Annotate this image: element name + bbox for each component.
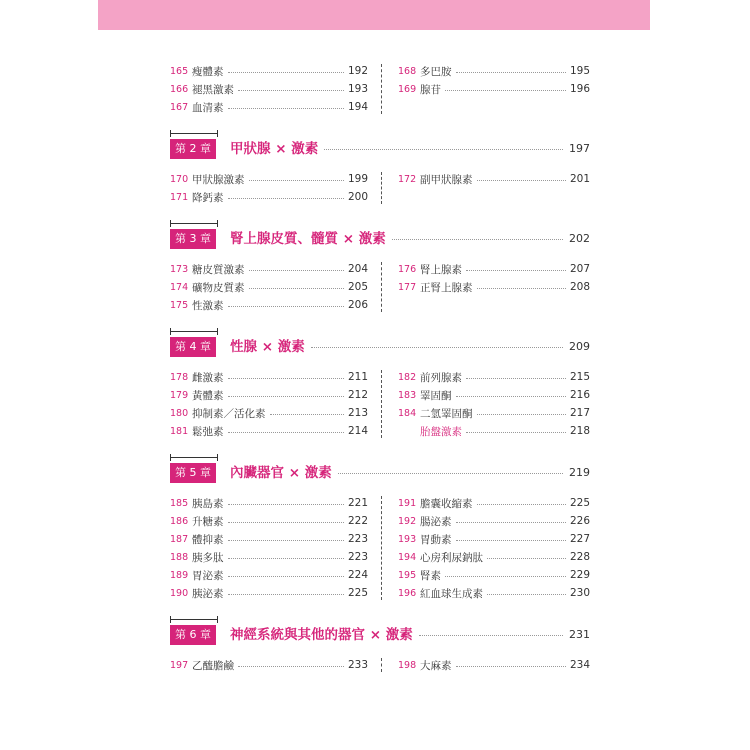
- entry-number: 177: [398, 281, 417, 293]
- entry-title: 胃動素: [420, 533, 452, 546]
- entry-title: 腺苷: [420, 83, 441, 96]
- entry-number: 169: [398, 83, 417, 95]
- column-divider: [381, 658, 382, 672]
- chapter-rule: [170, 454, 218, 461]
- entry-number: 197: [170, 659, 189, 671]
- leader-dots: [228, 558, 344, 559]
- rule-tick: [217, 616, 218, 623]
- leader-dots: [477, 180, 566, 181]
- entry-number: 191: [398, 497, 417, 509]
- entry-title: 鬆弛素: [192, 425, 224, 438]
- leader-dots: [477, 414, 566, 415]
- chapter-badge: 第 6 章: [170, 625, 216, 645]
- entry-title: 甲狀腺激素: [192, 173, 245, 186]
- entry-title: 胰泌素: [192, 587, 224, 600]
- entry-page-number: 194: [347, 101, 368, 113]
- entry-title: 紅血球生成素: [420, 587, 483, 600]
- entry-page-number: 223: [347, 533, 368, 545]
- leader-dots: [477, 504, 566, 505]
- leader-dots: [228, 198, 344, 199]
- entry-page-number: 207: [569, 263, 590, 275]
- entry-number: 173: [170, 263, 189, 275]
- toc-entry[interactable]: [398, 512, 590, 530]
- toc-entry[interactable]: [170, 278, 380, 296]
- entry-page-number: 216: [569, 389, 590, 401]
- chapter-page-number: 219: [569, 466, 590, 479]
- entry-page-number: 226: [569, 515, 590, 527]
- entry-page-number: 196: [569, 83, 590, 95]
- entry-number: 189: [170, 569, 189, 581]
- entry-page-number: 227: [569, 533, 590, 545]
- toc-entry[interactable]: [398, 584, 590, 602]
- leader-dots: [228, 432, 344, 433]
- entry-number: 185: [170, 497, 189, 509]
- entry-page-number: 223: [347, 551, 368, 563]
- leader-dots: [466, 378, 566, 379]
- toc-entry[interactable]: [170, 260, 380, 278]
- entry-page-number: 200: [347, 191, 368, 203]
- chapter-rule: [170, 328, 218, 335]
- leader-dots: [228, 576, 344, 577]
- leader-dots: [228, 306, 344, 307]
- toc-entry[interactable]: [170, 512, 380, 530]
- leader-dots: [249, 180, 344, 181]
- entry-title: 睪固酮: [420, 389, 452, 402]
- leader-dots: [228, 504, 344, 505]
- leader-dots: [466, 432, 566, 433]
- entry-page-number: 217: [569, 407, 590, 419]
- entry-title: 二氫睪固酮: [420, 407, 473, 420]
- entry-page-number: 201: [569, 173, 590, 185]
- toc-entry[interactable]: [170, 404, 380, 422]
- entry-number: 172: [398, 173, 417, 185]
- leader-dots: [445, 576, 566, 577]
- entry-number: 178: [170, 371, 189, 383]
- entry-page-number: 205: [347, 281, 368, 293]
- chapter-leader-dots: [419, 635, 563, 636]
- entry-number: 194: [398, 551, 417, 563]
- chapter-leader-dots: [311, 347, 563, 348]
- entry-title: 黃體素: [192, 389, 224, 402]
- entry-title: 升糖素: [192, 515, 224, 528]
- entry-title: 抑制素／活化素: [192, 407, 266, 420]
- chapter-badge: 第 2 章: [170, 139, 216, 159]
- entry-number: 184: [398, 407, 417, 419]
- entry-column-right: [380, 656, 590, 674]
- rule-line: [170, 619, 218, 620]
- entry-group: [170, 656, 590, 674]
- toc-entry[interactable]: [398, 530, 590, 548]
- toc-entry[interactable]: [398, 494, 590, 512]
- entry-page-number: 213: [347, 407, 368, 419]
- toc-entry[interactable]: [398, 260, 590, 278]
- entry-title: 胃泌素: [192, 569, 224, 582]
- entry-number: 182: [398, 371, 417, 383]
- toc-entry[interactable]: [170, 188, 380, 206]
- entry-column-left: [170, 494, 380, 602]
- chapter-page-number: 202: [569, 232, 590, 245]
- rule-tick: [170, 130, 171, 137]
- entry-number: 168: [398, 65, 417, 77]
- leader-dots: [445, 90, 566, 91]
- entry-page-number: 234: [569, 659, 590, 671]
- chapter-heading[interactable]: [170, 220, 590, 254]
- toc-entry[interactable]: [398, 386, 590, 404]
- entry-title: 降鈣素: [192, 191, 224, 204]
- entry-number: 181: [170, 425, 189, 437]
- entry-number: 166: [170, 83, 189, 95]
- leader-dots: [238, 666, 344, 667]
- toc-entry[interactable]: [170, 62, 380, 80]
- entry-number: 180: [170, 407, 189, 419]
- chapter-badge: 第 4 章: [170, 337, 216, 357]
- toc-entry[interactable]: [170, 494, 380, 512]
- entry-page-number: 230: [569, 587, 590, 599]
- entry-page-number: 204: [347, 263, 368, 275]
- chapter-title: 內臟器官 × 激素: [230, 465, 332, 481]
- entry-title: 腎上腺素: [420, 263, 462, 276]
- entry-group: [170, 494, 590, 602]
- rule-tick: [217, 130, 218, 137]
- entry-column-right: [380, 260, 590, 314]
- entry-page-number: 229: [569, 569, 590, 581]
- entry-title: 副甲狀腺素: [420, 173, 473, 186]
- entry-title: 體抑素: [192, 533, 224, 546]
- entry-column-right: [380, 368, 590, 440]
- entry-number: 186: [170, 515, 189, 527]
- rule-line: [170, 457, 218, 458]
- column-divider: [381, 64, 382, 114]
- leader-dots: [487, 594, 566, 595]
- leader-dots: [487, 558, 566, 559]
- entry-number: 171: [170, 191, 189, 203]
- entry-group: [170, 170, 590, 206]
- entry-page-number: 228: [569, 551, 590, 563]
- entry-page-number: 206: [347, 299, 368, 311]
- entry-page-number: 192: [347, 65, 368, 77]
- leader-dots: [466, 270, 566, 271]
- entry-group: [170, 260, 590, 314]
- leader-dots: [456, 666, 566, 667]
- chapter-heading[interactable]: [170, 454, 590, 488]
- entry-page-number: 195: [569, 65, 590, 77]
- entry-page-number: 199: [347, 173, 368, 185]
- leader-dots: [228, 108, 344, 109]
- chapter-title: 腎上腺皮質、髓質 × 激素: [230, 231, 386, 247]
- chapter-heading[interactable]: [170, 616, 590, 650]
- entry-title: 血清素: [192, 101, 224, 114]
- entry-number: 167: [170, 101, 189, 113]
- chapter-rule: [170, 616, 218, 623]
- leader-dots: [228, 378, 344, 379]
- entry-number: 196: [398, 587, 417, 599]
- column-divider: [381, 370, 382, 438]
- entry-column-left: [170, 62, 380, 116]
- chapter-page-number: 197: [569, 142, 590, 155]
- entry-page-number: 215: [569, 371, 590, 383]
- toc-entry[interactable]: [170, 584, 380, 602]
- column-divider: [381, 496, 382, 600]
- entry-page-number: 214: [347, 425, 368, 437]
- toc-entry[interactable]: [170, 530, 380, 548]
- entry-page-number: 225: [569, 497, 590, 509]
- entry-number: 170: [170, 173, 189, 185]
- entry-title: 乙醯膽鹼: [192, 659, 234, 672]
- toc-entry[interactable]: [398, 80, 590, 98]
- entry-column-right: [380, 494, 590, 602]
- entry-page-number: 208: [569, 281, 590, 293]
- entry-number: 183: [398, 389, 417, 401]
- rule-tick: [170, 454, 171, 461]
- leader-dots: [249, 270, 344, 271]
- toc-entry[interactable]: [398, 422, 590, 440]
- entry-group: [170, 368, 590, 440]
- toc-entry[interactable]: [398, 62, 590, 80]
- toc-entry[interactable]: [170, 170, 380, 188]
- leader-dots: [228, 522, 344, 523]
- entry-number: 165: [170, 65, 189, 77]
- table-of-contents: [170, 62, 590, 674]
- rule-line: [170, 223, 218, 224]
- chapter-rule: [170, 130, 218, 137]
- entry-title: 前列腺素: [420, 371, 462, 384]
- chapter-title: 神經系統與其他的器官 × 激素: [230, 627, 413, 643]
- leader-dots: [270, 414, 344, 415]
- leader-dots: [456, 540, 566, 541]
- chapter-page-number: 209: [569, 340, 590, 353]
- entry-number: 190: [170, 587, 189, 599]
- leader-dots: [228, 540, 344, 541]
- entry-column-left: [170, 656, 380, 674]
- page-header-band: [98, 0, 650, 30]
- entry-number: 193: [398, 533, 417, 545]
- entry-page-number: 225: [347, 587, 368, 599]
- chapter-title: 性腺 × 激素: [230, 339, 305, 355]
- leader-dots: [228, 72, 344, 73]
- toc-entry[interactable]: [170, 548, 380, 566]
- entry-page-number: 193: [347, 83, 368, 95]
- entry-title: 腎素: [420, 569, 441, 582]
- leader-dots: [477, 288, 566, 289]
- entry-title: 膽囊收縮素: [420, 497, 473, 510]
- toc-entry[interactable]: [398, 404, 590, 422]
- entry-column-right: [380, 170, 590, 206]
- rule-line: [170, 133, 218, 134]
- chapter-leader-dots: [392, 239, 563, 240]
- entry-title: 胰島素: [192, 497, 224, 510]
- toc-entry[interactable]: [170, 296, 380, 314]
- entry-number: 174: [170, 281, 189, 293]
- entry-title: 正腎上腺素: [420, 281, 473, 294]
- leader-dots: [456, 522, 566, 523]
- entry-number: 176: [398, 263, 417, 275]
- rule-tick: [170, 220, 171, 227]
- entry-title: 褪黑激素: [192, 83, 234, 96]
- entry-title: 瘦體素: [192, 65, 224, 78]
- toc-entry[interactable]: [170, 656, 380, 674]
- entry-column-left: [170, 170, 380, 206]
- toc-entry[interactable]: [170, 422, 380, 440]
- chapter-heading[interactable]: [170, 328, 590, 362]
- toc-entry[interactable]: [170, 368, 380, 386]
- rule-tick: [217, 220, 218, 227]
- rule-tick: [170, 328, 171, 335]
- column-divider: [381, 172, 382, 204]
- entry-title: 心房利尿鈉肽: [420, 551, 483, 564]
- entry-title: 性激素: [192, 299, 224, 312]
- chapter-title: 甲狀腺 × 激素: [230, 141, 319, 157]
- chapter-leader-dots: [324, 149, 563, 150]
- chapter-badge: 第 5 章: [170, 463, 216, 483]
- entry-title: 大麻素: [420, 659, 452, 672]
- chapter-rule: [170, 220, 218, 227]
- rule-line: [170, 331, 218, 332]
- column-divider: [381, 262, 382, 312]
- entry-title: 胰多肽: [192, 551, 224, 564]
- entry-number: 175: [170, 299, 189, 311]
- entry-title: 多巴胺: [420, 65, 452, 78]
- entry-page-number: 233: [347, 659, 368, 671]
- entry-title: 腸泌素: [420, 515, 452, 528]
- entry-column-right: [380, 62, 590, 116]
- toc-entry[interactable]: [398, 170, 590, 188]
- entry-page-number: 212: [347, 389, 368, 401]
- rule-tick: [217, 454, 218, 461]
- toc-entry[interactable]: [170, 386, 380, 404]
- leader-dots: [228, 594, 344, 595]
- entry-number: 187: [170, 533, 189, 545]
- chapter-badge: 第 3 章: [170, 229, 216, 249]
- chapter-leader-dots: [338, 473, 563, 474]
- leader-dots: [456, 396, 566, 397]
- toc-entry[interactable]: [398, 278, 590, 296]
- entry-page-number: 222: [347, 515, 368, 527]
- toc-entry[interactable]: [170, 80, 380, 98]
- entry-number: 198: [398, 659, 417, 671]
- leader-dots: [228, 396, 344, 397]
- entry-column-left: [170, 260, 380, 314]
- entry-number: 192: [398, 515, 417, 527]
- entry-number: 179: [170, 389, 189, 401]
- entry-page-number: 211: [347, 371, 368, 383]
- toc-entry[interactable]: [398, 566, 590, 584]
- entry-group: [170, 62, 590, 116]
- leader-dots: [238, 90, 344, 91]
- toc-entry[interactable]: [170, 98, 380, 116]
- rule-tick: [217, 328, 218, 335]
- toc-entry[interactable]: [398, 548, 590, 566]
- entry-number: 188: [170, 551, 189, 563]
- chapter-heading[interactable]: [170, 130, 590, 164]
- entry-title: 雌激素: [192, 371, 224, 384]
- entry-page-number: 224: [347, 569, 368, 581]
- entry-title: 礦物皮質素: [192, 281, 245, 294]
- entry-column-left: [170, 368, 380, 440]
- entry-page-number: 221: [347, 497, 368, 509]
- toc-entry[interactable]: [398, 368, 590, 386]
- chapter-page-number: 231: [569, 628, 590, 641]
- leader-dots: [249, 288, 344, 289]
- entry-page-number: 218: [569, 425, 590, 437]
- rule-tick: [170, 616, 171, 623]
- entry-title: 糖皮質激素: [192, 263, 245, 276]
- toc-entry[interactable]: [170, 566, 380, 584]
- toc-entry[interactable]: [398, 656, 590, 674]
- entry-number: 195: [398, 569, 417, 581]
- entry-title: 胎盤激素: [420, 425, 462, 438]
- leader-dots: [456, 72, 566, 73]
